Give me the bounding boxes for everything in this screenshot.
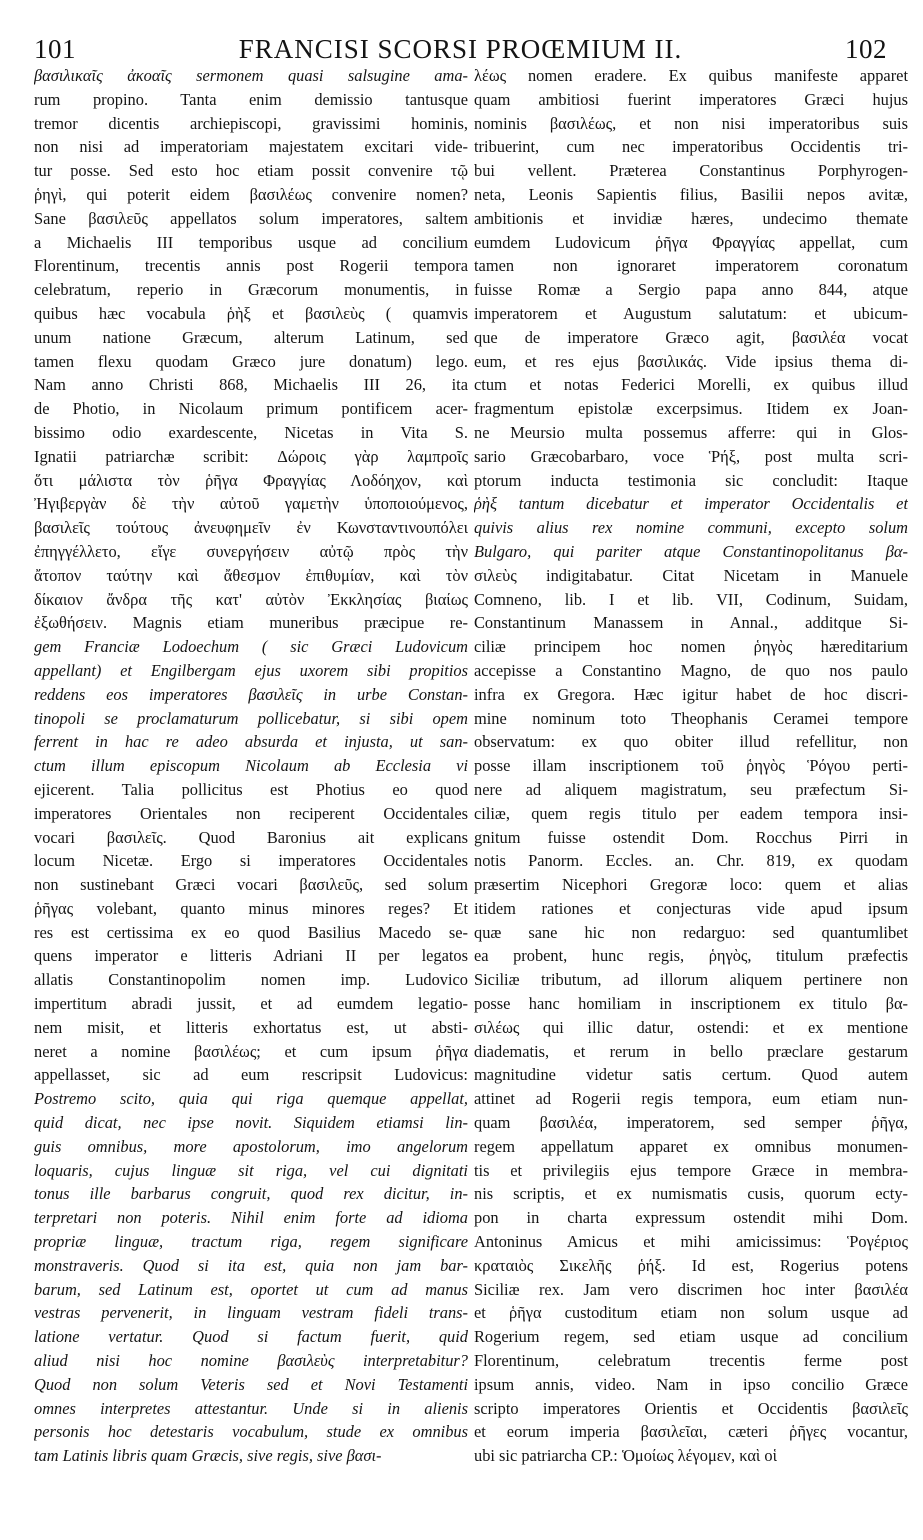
text-line: Postremo scito, quia qui riga quemque appellat, [34, 1089, 468, 1109]
text-line: personis hoc detestaris vocabulum, stude ex omnibus [34, 1422, 468, 1442]
text-line: ῥὴξ tantum dicebatur et imperator Occidentalis et [474, 494, 908, 514]
text-line: nominis βασιλέως, et non nisi imperatoribus suis [474, 113, 908, 133]
text-line: Ignatii patriarchæ scribit: Δώροις γὰρ λαμπροῖς [34, 446, 468, 466]
text-line: eum, et res ejus βασιλικάς. Vide ipsius thema di- [474, 351, 908, 371]
text-line: eumdem Ludovicum ῥῆγα Φραγγίας appellat, cum [474, 232, 908, 252]
text-line: non sustinebant Græci vocari βασιλεῦς, sed solum [34, 875, 468, 895]
right-text-column [474, 64, 908, 1534]
page-number-right: 102 [845, 33, 887, 64]
text-line: quibus hæc vocabula ῥὴξ et βασιλεὺς ( quamvis [34, 303, 468, 323]
text-line: scripto imperatores Orientis et Occidentis βασιλεῖς [474, 1398, 908, 1418]
text-line: quens imperator e litteris Adriani II per legatos [34, 946, 468, 966]
text-line: ciliæ principem hoc nomen ῥηγὸς hæreditarium [474, 637, 908, 657]
text-line: infra ex Gregora. Hæc igitur habet de hoc discri- [474, 684, 908, 704]
text-line: tur posse. Sed esto hoc etiam possit convenire τῷ [34, 161, 468, 181]
text-line: ea probent, hunc regis, ῥηγὸς, titulum præfectis [474, 946, 908, 966]
text-line: ctum illum episcopum Nicolaum ab Ecclesia vi [34, 756, 468, 776]
running-title: FRANCISI SCORSI PROŒMIUM II. [238, 33, 683, 64]
text-line: tam Latinis libris quam Græcis, sive regis, sive βασι- [34, 1446, 382, 1466]
text-line: quam βασιλέα, imperatorem, sed semper ῥῆγα, [474, 1113, 908, 1133]
text-line: ῥηγὶ, qui poterit eidem βασιλέως convenire nomen? [34, 184, 468, 204]
text-line: ambitionis et invidiæ hæres, undecimo themate [474, 208, 908, 228]
text-line: impertitum abradi jussit, et ad eumdem legatio- [34, 994, 468, 1014]
text-line: posse hanc homiliam in inscriptionem ex titulo βα- [474, 994, 908, 1014]
text-line: rum propino. Tanta enim demissio tantusque [34, 89, 468, 109]
text-line: propriæ linguæ, tractum riga, regem significare [34, 1232, 468, 1252]
text-line: ἄτοπον ταύτην καὶ ἄθεσμον ἐπιθυμίαν, καὶ τὸν [34, 565, 468, 585]
text-line: Bulgaro, qui pariter atque Constantinopolitanus βα- [474, 541, 908, 561]
text-line: quam ambitiosi fuerint imperatores Græci hujus [474, 89, 908, 109]
text-line: Comneno, lib. I et lib. VII, Codinum, Suidam, [474, 589, 908, 609]
text-line: βασιλικαῖς ἀκοαῖς sermonem quasi salsugine ama- [34, 66, 468, 85]
text-line: Constantinum Manassem in Annal., additque Si- [474, 613, 908, 633]
text-line: Quod non solum Veteris sed et Novi Testamenti [34, 1374, 468, 1394]
text-line: nem misit, et litteris exhortatus est, ut absti- [34, 1017, 468, 1037]
text-line: et ῥῆγα custoditum etiam non solum usque ad [474, 1303, 908, 1323]
text-line: celebratum, reperio in Græcorum monumentis, in [34, 280, 468, 300]
text-line: barum, sed Latinum est, oportet ut cum ad manus [34, 1279, 468, 1299]
text-line: ptorum inducta testimonia sic concludit: Itaque [474, 470, 908, 490]
text-line: bissimo odio exardescente, Nicetas in Vita S. [34, 422, 468, 442]
text-line: tis et privilegiis ejus tempore Græce in membra- [474, 1160, 908, 1180]
text-line: gnitum fuisse ostendit Dom. Rocchus Pirri in [474, 827, 908, 847]
text-line: ctum et notas Federici Morelli, ex quibus illud [474, 375, 908, 395]
text-line: neta, Leonis Sapientis filius, Basilii nepos avitæ, [474, 184, 908, 204]
text-line: vestras pervenerit, in linguam vestram fideli trans- [34, 1303, 468, 1323]
text-line: neret a nomine βασιλέως; et cum ipsum ῥῆγα [34, 1041, 468, 1061]
text-line: ciliæ, quem regis titulo per eadem tempora insi- [474, 803, 908, 823]
text-line: ipsum annis, video. Nam in ipso concilio Græce [474, 1374, 908, 1394]
text-line: Florentinum, trecentis annis post Rogerii tempora [34, 256, 468, 276]
text-line: quæ sane hic non redarguo: sed quantumlibet [474, 922, 908, 942]
text-line: accepisse a Constantino Magno, de quo nos paulo [474, 660, 908, 680]
text-line: attinet ad Rogerii regis tempora, eum etiam nun- [474, 1089, 908, 1109]
text-line: fragmentum epistolæ excerpsimus. Itidem ex Joan- [474, 399, 908, 419]
text-line: aliud nisi hoc nomine βασιλεὺς interpretabitur? [34, 1351, 468, 1371]
text-line: tinopoli se proclamaturum pollicebatur, si sibi opem [34, 708, 468, 728]
text-line: locum Nicetæ. Ergo si imperatores Occidentales [34, 851, 468, 871]
text-line: tremor dicentis archiepiscopi, gravissimi hominis, [34, 113, 468, 133]
text-line: ῥῆγας volebant, quanto minus minores reges? Et [34, 898, 468, 918]
text-line: omnes interpretes attestantur. Unde si in alienis [34, 1398, 468, 1418]
text-line: tonus ille barbarus congruit, quod rex dicitur, in- [34, 1184, 468, 1204]
text-line: reddens eos imperatores βασιλεῖς in urbe Constan- [34, 684, 468, 704]
text-line: observatum: ex quo obiter illud refellitur, non [474, 732, 908, 752]
text-line: Ἠγιβεργὰν δὲ τὴν αὐτοῦ γαμετὴν ὑποποιούμενος, [34, 494, 468, 514]
text-line: latione vertatur. Quod si factum fuerit, quid [34, 1327, 468, 1347]
text-line: Nam anno Christi 868, Michaelis III 26, ita [34, 375, 468, 395]
text-line: diadematis, et rerum in bello præclare gestarum [474, 1041, 908, 1061]
text-line: ἐπηγγέλλετο, εἴγε συνεργήσειν αὐτῷ πρὸς τὴν [34, 541, 468, 561]
text-line: terpretari non poteris. Nihil enim forte ad idioma [34, 1208, 468, 1228]
text-line: appellant) et Engilbergam ejus uxorem sibi propitios [34, 660, 468, 680]
text-line: σιλέως qui illic datur, ostendi: et ex mentione [474, 1017, 908, 1037]
text-line: posse illam inscriptionem τοῦ ῥηγὸς Ῥόγου perti- [474, 756, 908, 776]
text-line: sario Græcobarbaro, voce Ῥήξ, post multa scri- [474, 446, 908, 466]
text-line: βασιλεῖς τούτους ἀνευφημεῖν ἐν Κωνσταντινουπόλει [34, 518, 468, 538]
text-line: ejicerent. Talia pollicitus est Photius eo quod [34, 779, 468, 799]
text-line: ne Meursio multa possemus afferre: qui in Glos- [474, 422, 908, 442]
text-line: que de imperatore Græco agit, βασιλέα vocat [474, 327, 908, 347]
text-line: fuisse Romæ a Sergio papa anno 844, atque [474, 280, 908, 300]
text-line: tribuerint, cum nec imperatoribus Occidentis tri- [474, 137, 908, 157]
text-line: et eorum imperia βασιλεῖαι, cæteri ῥῆγες vocantur, [474, 1422, 908, 1442]
page-number-left: 101 [34, 33, 76, 64]
text-line: mine nominum toto Theophanis Ceramei tempore [474, 708, 908, 728]
text-line: imperatorem et Augustum salutatum: et ubicum- [474, 303, 908, 323]
text-line: σιλεὺς indigitabatur. Citat Nicetam in Manuele [474, 565, 908, 585]
text-line: nere ad aliquem magistratum, seu præfectum Si- [474, 779, 908, 799]
text-line: ferrent in hac re adeo absurda et injusta, ut san- [34, 732, 468, 752]
text-line: a Michaelis III temporibus usque ad concilium [34, 232, 468, 252]
running-header [34, 32, 887, 66]
text-line: tamen non ignoraret imperatorem coronatum [474, 256, 908, 276]
text-line: appellasset, sic ad eum rescripsit Ludovicus: [34, 1065, 468, 1085]
text-line: loquaris, cujus linguæ sit riga, vel cui dignitati [34, 1160, 468, 1180]
text-line: itidem rationes et conjecturas vide apud ipsum [474, 898, 908, 918]
text-line: nis scriptis, et ex numismatis cusis, quorum ecty- [474, 1184, 908, 1204]
text-line: non nisi ad imperatoriam majestatem excitari vide- [34, 137, 468, 157]
text-line: tamen flexu quodam Græco jure donatum) lego. [34, 351, 468, 371]
text-line: quid dicat, nec ipse novit. Siquidem etiamsi lin- [34, 1113, 468, 1133]
text-line: monstraveris. Quod si ita est, quia non jam bar- [34, 1255, 468, 1275]
text-line: notis Panorm. Eccles. an. Chr. 819, ex quodam [474, 851, 908, 871]
text-line: Florentinum, celebratum trecentis ferme post [474, 1351, 908, 1371]
text-line: Siciliæ tributum, ad illorum aliquem pertinere non [474, 970, 908, 990]
text-line: δίκαιον ἄνδρα τῆς κατ' αὐτὸν Ἐκκλησίας βιαίως [34, 589, 468, 609]
text-line: vocari βασιλεῖς. Quod Baronius ait explicans [34, 827, 468, 847]
text-line: guis omnibus, more apostolorum, imo angelorum [34, 1136, 468, 1156]
text-line: ὅτι μάλιστα τὸν ῥῆγα Φραγγίας Λοδόηχον, καὶ [34, 470, 468, 490]
text-line: præsertim Nicephori Gregoræ loco: quem et alias [474, 875, 908, 895]
text-line: regem appellatum apparet ex omnibus monumen- [474, 1136, 908, 1156]
text-line: ubi sic patriarcha CP.: Ὁμοίως λέγομεν, καὶ οἱ [474, 1446, 778, 1466]
text-line: Antoninus Amicus et mihi amicissimus: Ῥογέριος [474, 1232, 908, 1252]
text-line: Siciliæ rex. Jam vero discrimen hoc inter βασιλέα [474, 1279, 908, 1299]
text-line: de Photio, in Nicolaum primum pontificem acer- [34, 399, 468, 419]
text-line: κραταιὸς Σικελῆς ῥήξ. Id est, Rogerius potens [474, 1255, 908, 1275]
text-line: gem Franciæ Lodoechum ( sic Græci Ludovicum [34, 637, 468, 657]
text-line: λέως nomen eradere. Ex quibus manifeste apparet [474, 66, 908, 85]
text-line: allatis Constantinopolim nomen imp. Ludovico [34, 970, 468, 990]
text-line: quivis alius rex nomine communi, excepto solum [474, 518, 908, 538]
text-line: imperatores Orientales non reciperent Occidentales [34, 803, 468, 823]
text-line: unum natione Græcum, alterum Latinum, sed [34, 327, 468, 347]
text-line: res est certissima ex eo quod Basilius Macedo se- [34, 922, 468, 942]
left-text-column [34, 64, 468, 1534]
text-line: pon in charta expressum ostendit mihi Dom. [474, 1208, 908, 1228]
text-line: bui vellent. Præterea Constantinus Porphyrogen- [474, 161, 908, 181]
text-line: magnitudine videtur satis certum. Quod autem [474, 1065, 908, 1085]
text-line: ἐξωθήσειν. Magnis etiam muneribus præcipue re- [34, 613, 468, 633]
text-line: Rogerium regem, sed etiam usque ad concilium [474, 1327, 908, 1347]
text-line: Sane βασιλεῦς appellatos solum imperatores, saltem [34, 208, 468, 228]
